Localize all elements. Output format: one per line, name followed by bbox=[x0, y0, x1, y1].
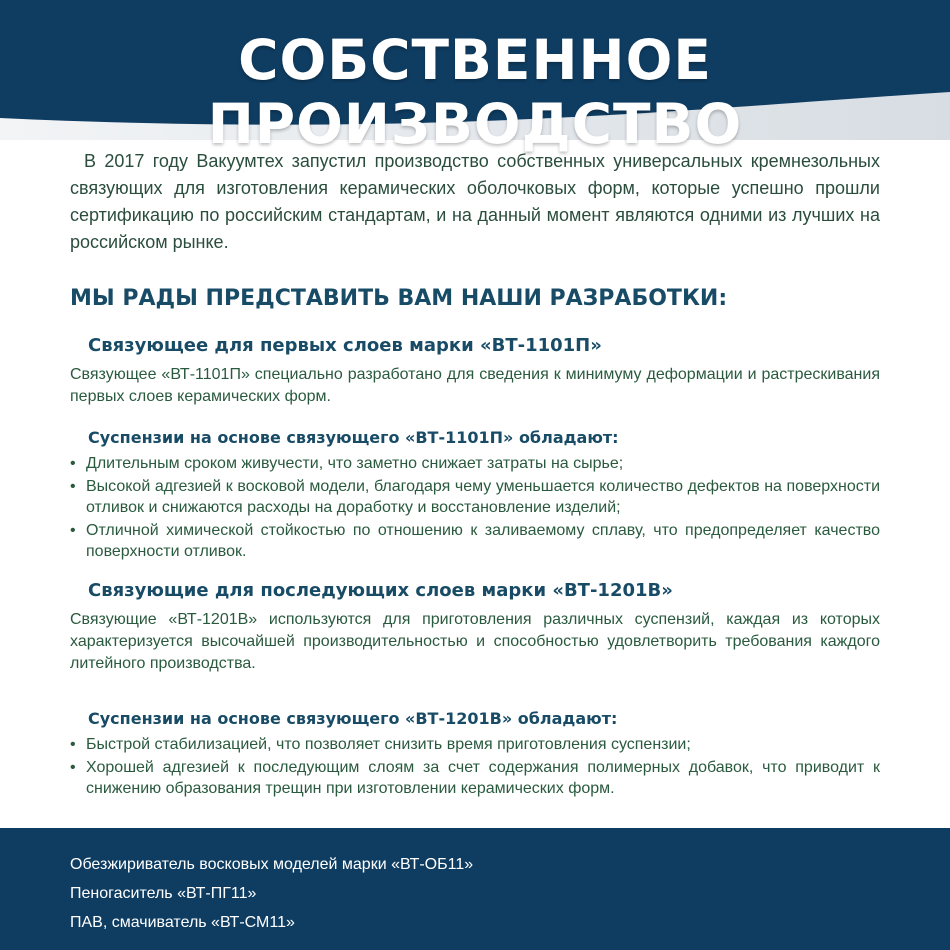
main-content bbox=[70, 148, 880, 801]
footer-product-list bbox=[70, 850, 473, 937]
product-description-1201: Связующие «ВТ-1201В» используются для приготовления различных суспензий, каждая из которых характеризуется высочайшей производительностью и способностью удовлетворить требования каждого литейного производства. bbox=[70, 611, 880, 672]
list-item: • Высокой адгезией к восковой модели, благодаря чему уменьшается количество дефектов на поверхности отливок и снижаются расходы на доработку и восстановление изделий; bbox=[70, 478, 880, 516]
footer-item-wetting-agent: ПАВ, смачиватель «ВТ-СМ11» bbox=[70, 914, 295, 931]
product-block-1201 bbox=[70, 580, 880, 799]
bullet-icon: • bbox=[70, 736, 76, 753]
list-item: • Хорошей адгезией к последующим слоям за счет содержания полимерных добавок, что приводит к снижению образования трещин при изготовлении керамических форм. bbox=[70, 759, 880, 797]
bullet-icon: • bbox=[70, 522, 76, 539]
footer-item-degreaser: Обезжириватель восковых моделей марки «ВТ-ОБ11» bbox=[70, 856, 474, 873]
suspension-title-1101: Суспензии на основе связующего «ВТ-1101П» обладают: bbox=[88, 428, 619, 447]
intro-paragraph: В 2017 году Вакуумтех запустил производство собственных универсальных кремнезольных связующих для изготовления керамических оболочковых форм, которые успешно прошли сертификацию по российским стандартам, и на данный момент являются одними из лучших на российском рынке. bbox=[70, 151, 880, 252]
section-title: МЫ РАДЫ ПРЕДСТАВИТЬ ВАМ НАШИ РАЗРАБОТКИ: bbox=[70, 286, 728, 311]
bullet-icon: • bbox=[70, 759, 76, 776]
product-title-1101: Связующее для первых слоев марки «ВТ-1101П» bbox=[88, 335, 602, 356]
list-item: • Отличной химической стойкостью по отношению к заливаемому сплаву, что предопределяет качество поверхности отливок. bbox=[70, 522, 880, 560]
footer-panel bbox=[0, 828, 950, 950]
list-item: • Быстрой стабилизацией, что позволяет снизить время приготовления суспензии; bbox=[70, 736, 691, 753]
footer-item-antifoam: Пеногаситель «ВТ-ПГ11» bbox=[70, 885, 257, 902]
bullet-list-1101 bbox=[70, 453, 880, 562]
page-title: СОБСТВЕННОЕ ПРОИЗВОДСТВО bbox=[207, 28, 743, 156]
suspension-title-1201: Суспензии на основе связующего «ВТ-1201В» обладают: bbox=[88, 709, 618, 728]
bullet-icon: • bbox=[70, 478, 76, 495]
product-description-1101: Связующее «ВТ-1101П» специально разработано для сведения к минимуму деформации и растрескивания первых слоев керамических форм. bbox=[70, 366, 880, 405]
product-title-1201: Связующие для последующих слоев марки «ВТ-1201В» bbox=[88, 580, 673, 601]
bullet-list-1201 bbox=[70, 734, 880, 799]
product-block-1101 bbox=[70, 335, 880, 562]
bullet-icon: • bbox=[70, 455, 76, 472]
list-item: • Длительным сроком живучести, что заметно снижает затраты на сырье; bbox=[70, 455, 624, 472]
